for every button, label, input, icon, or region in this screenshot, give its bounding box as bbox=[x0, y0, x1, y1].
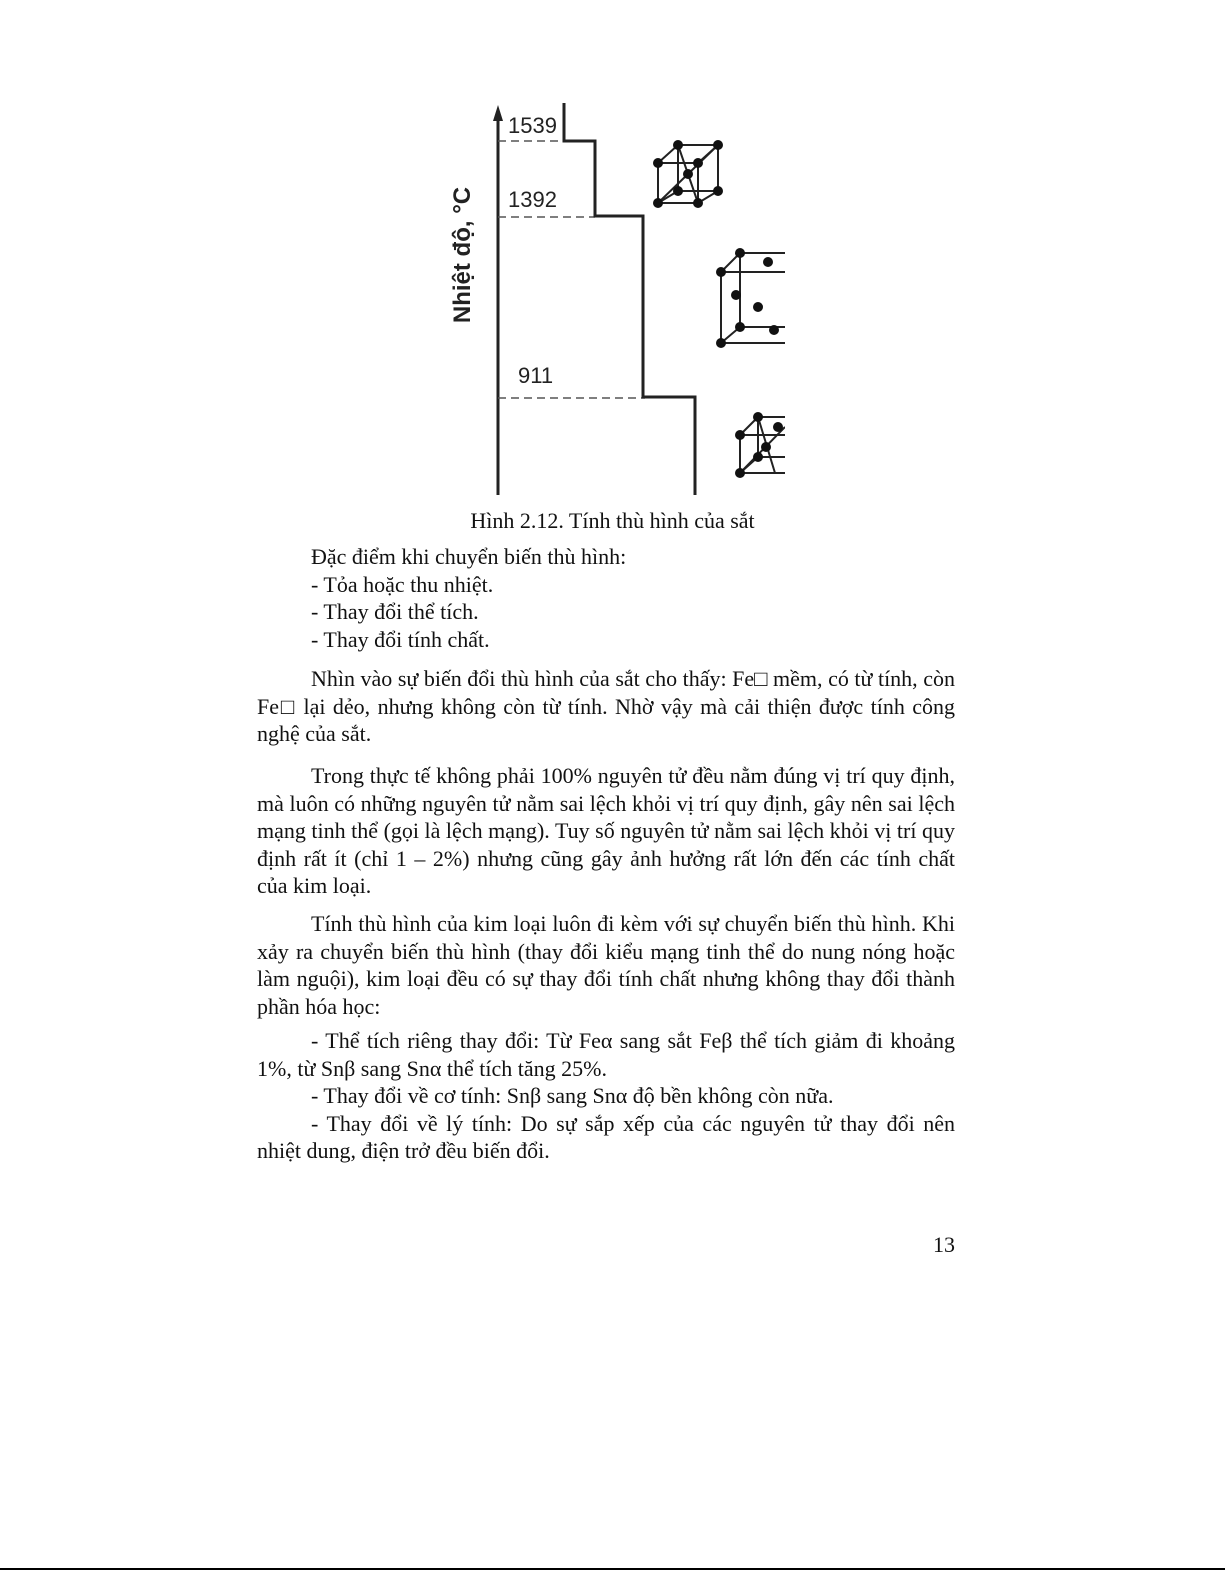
change-item: - Thể tích riêng thay đổi: Từ Feα sang sắt Feβ thể tích giảm đi khoảng 1%, từ Snβ sang Snα thể tích tăng 25%. bbox=[257, 1028, 955, 1081]
features-list bbox=[257, 543, 955, 653]
feature-item: - Thay đổi tính chất. bbox=[311, 626, 490, 652]
figure-caption: Hình 2.12. Tính thù hình của sắt bbox=[470, 508, 755, 533]
paragraph-iron-properties: Nhìn vào sự biến đổi thù hình của sắt cho thấy: Fe□ mềm, có từ tính, còn Fe□ lại dẻo, nhưng không còn từ tính. Nhờ vậy mà cải thiện được tính công nghệ của sắt. bbox=[257, 666, 955, 746]
tick-911: 911 bbox=[518, 363, 554, 388]
features-heading: Đặc điểm khi chuyển biến thù hình: bbox=[311, 544, 627, 569]
change-item: - Thay đổi về cơ tính: Snβ sang Snα độ bền không còn nữa. bbox=[311, 1083, 834, 1108]
feature-item: - Thay đổi thể tích. bbox=[311, 599, 479, 624]
changes-list bbox=[257, 1027, 955, 1165]
axis-label: Nhiệt độ, °C bbox=[449, 186, 476, 324]
page-number: 13 bbox=[933, 1232, 955, 1257]
paragraph-allotropic-transformation: Tính thù hình của kim loại luôn đi kèm với sự chuyển biến thù hình. Khi xảy ra chuyển biến thù hình (thay đổi kiểu mạng tinh thể do nung nóng hoặc làm nguội), kim loại đều có sự thay đổi tính chất nhưng không thay đổi thành phần hóa học: bbox=[257, 911, 955, 1019]
phase-staircase bbox=[564, 103, 695, 495]
crystal-bcc-top-icon bbox=[653, 140, 723, 208]
bottom-rule bbox=[0, 1568, 1225, 1570]
crystal-fcc-middle-icon bbox=[716, 248, 785, 348]
change-item: - Thay đổi về lý tính: Do sự sắp xếp của các nguyên tử thay đổi nên nhiệt dung, điện trở đều biến đổi. bbox=[257, 1110, 955, 1163]
axis-arrow-icon bbox=[493, 105, 503, 121]
iron-allotropy-figure bbox=[440, 95, 785, 505]
tick-1392: 1392 bbox=[508, 187, 557, 212]
crystal-bcc-bottom-icon bbox=[735, 412, 785, 478]
paragraph-lattice-defects: Trong thực tế không phải 100% nguyên tử đều nằm đúng vị trí quy định, mà luôn có những nguyên tử nằm sai lệch khỏi vị trí quy định, gây nên sai lệch mạng tinh thể (gọi là lệch mạng). Tuy số nguyên tử nằm sai lệch khỏi vị trí quy định rất ít (chỉ 1 – 2%) nhưng cũng gây ảnh hưởng rất lớn đến các tính chất của kim loại. bbox=[257, 763, 955, 898]
tick-1539: 1539 bbox=[508, 113, 557, 138]
feature-item: - Tỏa hoặc thu nhiệt. bbox=[311, 571, 494, 597]
